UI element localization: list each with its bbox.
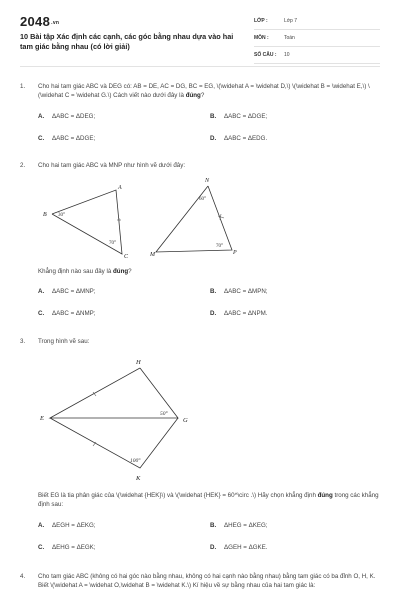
q1-option-b[interactable]: B. ΔABC = ΔDGE;	[210, 113, 268, 120]
angle-g: 50°	[160, 411, 168, 417]
label-k: K	[136, 475, 141, 482]
q3-option-c[interactable]: C. ΔEHG = ΔEGK;	[38, 544, 96, 551]
q3-option-a[interactable]: A. ΔEGH = ΔEKG;	[38, 522, 96, 529]
angle-k: 100°	[130, 458, 141, 464]
angle-p: 70°	[216, 244, 223, 249]
document-meta	[254, 14, 380, 65]
label-c: C	[124, 254, 129, 260]
angle-c: 70°	[109, 241, 116, 246]
q3-kite-figure	[38, 352, 208, 482]
q3-option-b[interactable]: B. ΔHEG = ΔKEG;	[210, 522, 268, 529]
q2-option-a[interactable]: A. ΔABC = ΔMNP;	[38, 288, 96, 295]
page-header	[0, 0, 400, 64]
triangle-heg	[50, 368, 178, 418]
q2-option-b[interactable]: B. ΔABC = ΔMPN;	[210, 288, 268, 295]
q2-triangles-figure	[38, 174, 248, 260]
label-b: B	[43, 212, 47, 218]
label-e: E	[40, 415, 44, 422]
q2-option-d[interactable]: D. ΔABC = ΔNPM.	[210, 310, 268, 317]
q1-option-d[interactable]: D. ΔABC = ΔEDG.	[210, 135, 268, 142]
triangle-mnp	[156, 186, 232, 252]
angle-n: 60°	[199, 197, 206, 202]
header-divider	[20, 66, 380, 67]
meta-class: LỚP : Lớp 7	[254, 14, 380, 30]
q3-option-d[interactable]: D. ΔGEH = ΔGKE.	[210, 544, 268, 551]
document-title: 10 Bài tập Xác định các cạnh, các góc bằng nhau dựa vào hai tam giác bằng nhau (có lời giải)	[20, 32, 234, 51]
q1-option-c[interactable]: C. ΔABC = ΔDGE;	[38, 135, 96, 142]
question-3-prompt: Biết EG là tia phân giác của \(\widehat {HEK}\) và \(\widehat {HEK} = 60^\circ .\) Hãy chọn khẳng định đúng trong các khẳng định sau:	[38, 492, 379, 508]
label-p: P	[233, 250, 237, 256]
label-m: M	[150, 252, 155, 258]
meta-question-count: SỐ CÂU : 10	[254, 48, 380, 64]
question-1-text: Cho hai tam giác ABC và DEG có: AB = DE, AC = DG, BC = EG, \(\widehat A = \widehat D,\) \(\widehat B = \widehat E,\) \(\widehat C = \widehat G.\) Cách viết nào dưới đây là đúng?	[38, 83, 370, 99]
label-g: G	[183, 417, 188, 424]
q2-option-c[interactable]: C. ΔABC = ΔNMP;	[38, 310, 96, 317]
label-h: H	[136, 359, 141, 366]
meta-subject: MÔN : Toán	[254, 31, 380, 47]
angle-b: 30°	[58, 213, 65, 218]
site-logo[interactable]: 2048.vn	[20, 14, 60, 29]
triangle-keg	[50, 418, 178, 468]
label-n: N	[205, 178, 210, 184]
question-4: 4. Cho tam giác ABC (không có hai góc nào bằng nhau, không có hai cạnh nào bằng nhau) bằng tam giác có ba đỉnh O, H, K. Biết \(\widehat A = \widehat O,\widehat B = \widehat K.\) Kí hiệu về sự bằng nhau của hai tam giác là:	[20, 573, 376, 589]
question-2-prompt: Khẳng định nào sau đây là đúng?	[38, 268, 132, 275]
q1-option-a[interactable]: A. ΔABC = ΔDEG;	[38, 113, 96, 120]
label-a: A	[118, 185, 122, 191]
